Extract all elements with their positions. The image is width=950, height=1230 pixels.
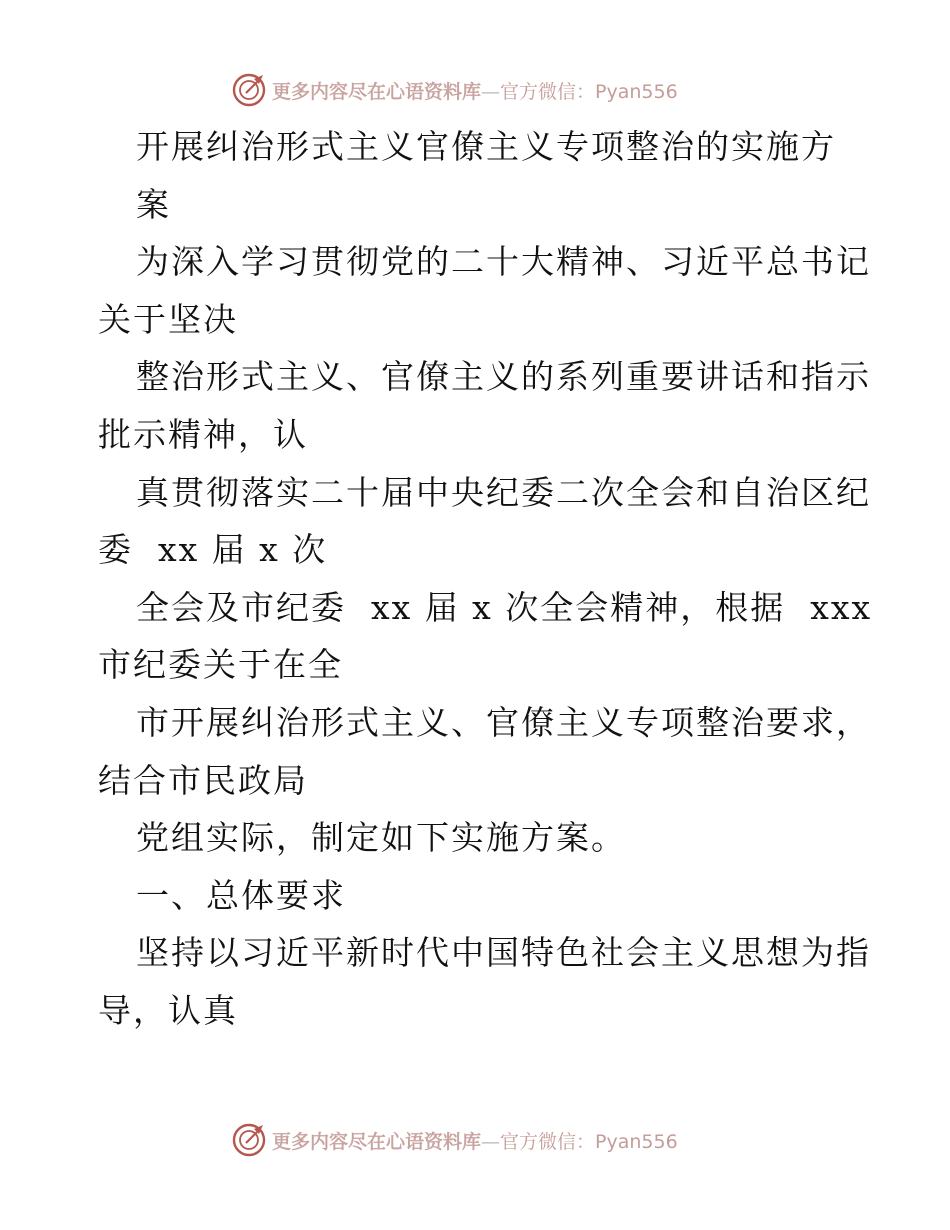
paragraph-line: 为深入学习贯彻党的二十大精神、习近平总书记 bbox=[136, 242, 871, 282]
paragraph-line: 真贯彻落实二十届中央纪委二次全会和自治区纪 bbox=[136, 472, 871, 512]
section-heading: 一、总体要求 bbox=[136, 875, 346, 915]
paragraph-line: 党组实际，制定如下实施方案。 bbox=[136, 818, 626, 858]
watermark-text bbox=[272, 77, 678, 104]
paragraph-line: 全会及市纪委 xx 届 x 次全会精神，根据 xxx bbox=[136, 587, 873, 627]
pen-logo-icon bbox=[232, 1123, 266, 1157]
watermark-dash: — bbox=[481, 80, 501, 103]
watermark-banner-bottom bbox=[232, 1120, 712, 1160]
watermark-label: 官方微信： bbox=[500, 1130, 596, 1153]
watermark-dash: — bbox=[481, 1130, 501, 1153]
watermark-text bbox=[272, 1127, 678, 1154]
paragraph-line: 导，认真 bbox=[98, 990, 238, 1030]
watermark-site-text: 更多内容尽在心语资料库 bbox=[272, 1130, 482, 1153]
paragraph-line: 结合市民政局 bbox=[98, 760, 308, 800]
watermark-code: Pyan556 bbox=[595, 1130, 678, 1153]
paragraph-line: 坚持以习近平新时代中国特色社会主义思想为指 bbox=[136, 933, 871, 973]
watermark-code: Pyan556 bbox=[595, 80, 678, 103]
paragraph-line: 市纪委关于在全 bbox=[98, 645, 343, 685]
watermark-site-text: 更多内容尽在心语资料库 bbox=[272, 80, 482, 103]
document-title-line-1: 开展纠治形式主义官僚主义专项整治的实施方 bbox=[136, 127, 836, 166]
paragraph-line: 关于坚决 bbox=[98, 299, 238, 339]
paragraph-line: 整治形式主义、官僚主义的系列重要讲话和指示 bbox=[136, 357, 871, 397]
paragraph-line: 批示精神，认 bbox=[98, 414, 308, 454]
watermark-label: 官方微信： bbox=[500, 80, 596, 103]
document-title-line-2: 案 bbox=[136, 184, 171, 224]
pen-logo-icon bbox=[232, 73, 266, 107]
paragraph-line: 委 xx 届 x 次 bbox=[98, 530, 328, 570]
paragraph-line: 市开展纠治形式主义、官僚主义专项整治要求， bbox=[136, 702, 871, 742]
watermark-banner-top bbox=[232, 70, 712, 110]
document-body bbox=[98, 118, 873, 1040]
